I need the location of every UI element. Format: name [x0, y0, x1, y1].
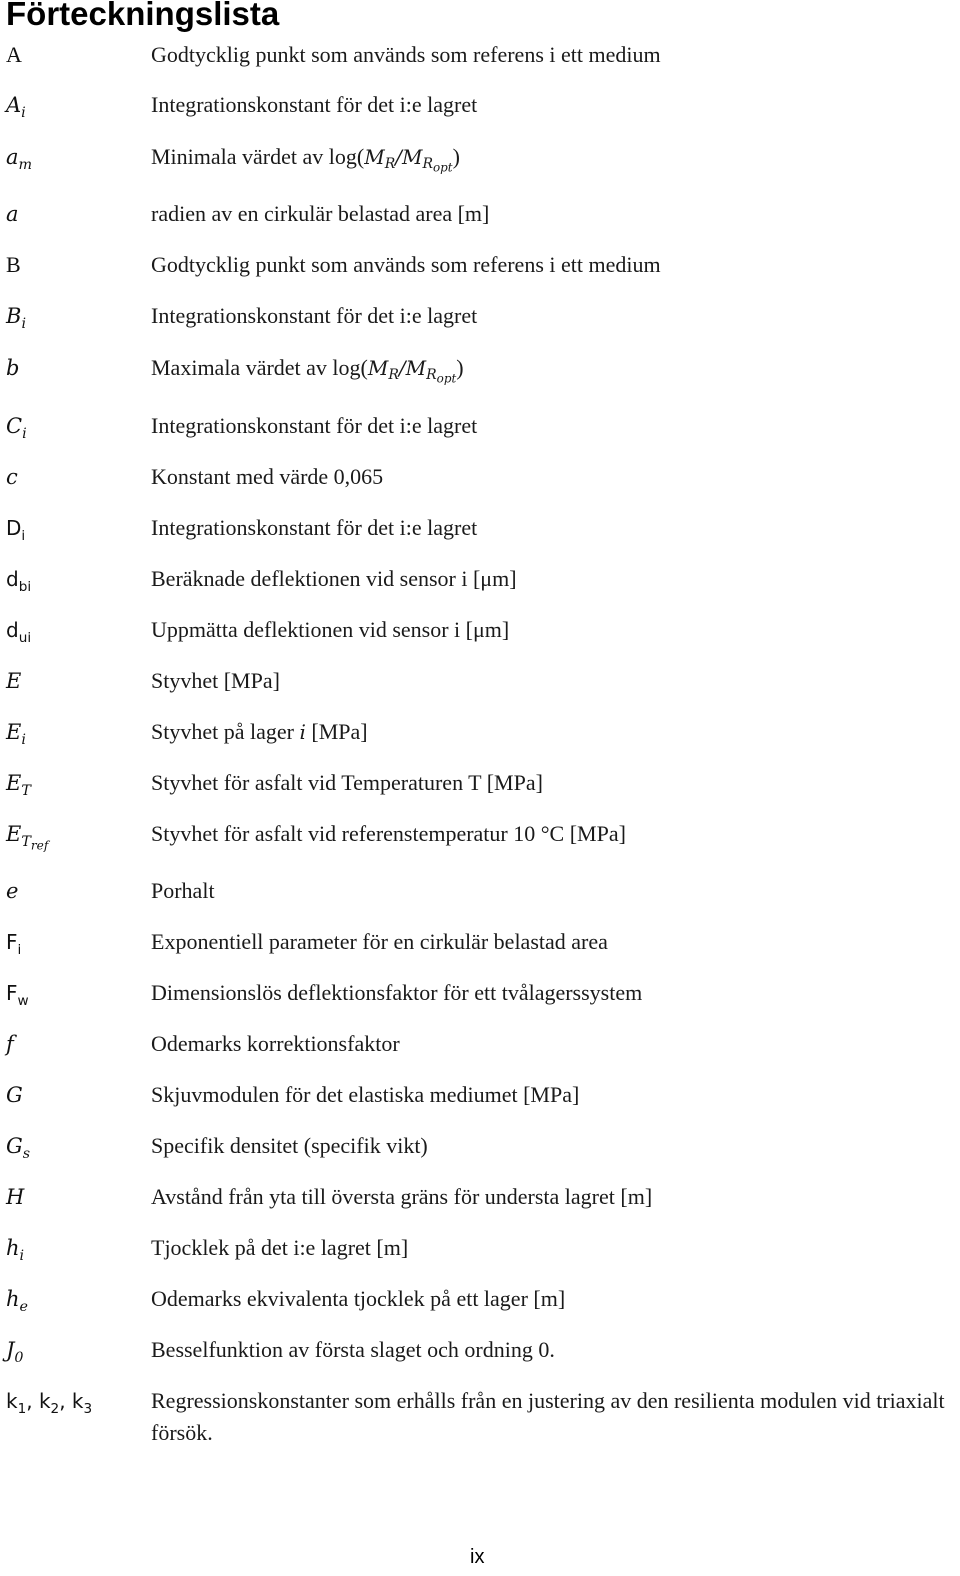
description: Styvhet för asfalt vid Temperaturen T [MPa]	[151, 770, 543, 795]
description: Odemarks korrektionsfaktor	[151, 1031, 400, 1056]
symbol: $d_{ui}$	[6, 618, 32, 646]
symbol: A	[6, 42, 22, 67]
symbol: b	[6, 356, 20, 380]
symbol: E	[6, 669, 22, 693]
description: Tjocklek på det i:e lagret [m]	[151, 1235, 409, 1260]
description: Beräknade deflektionen vid sensor i [μm]	[151, 566, 517, 591]
description: radien av en cirkulär belastad area [m]	[151, 201, 490, 226]
symbol: $E_T$	[6, 771, 31, 799]
description: Specifik densitet (specifik vikt)	[151, 1133, 428, 1158]
symbol: $D_i$	[6, 516, 26, 544]
description: Godtycklig punkt som används som referens i ett medium	[151, 42, 661, 67]
symbol: $G_s$	[6, 1134, 31, 1162]
description: Skjuvmodulen för det elastiska mediumet [MPa]	[151, 1082, 580, 1107]
symbol: $k_1$, $k_2$, $k_3$	[6, 1389, 93, 1417]
symbol: $C_i$	[6, 414, 27, 442]
symbol: $E_i$	[6, 720, 26, 748]
description: Integrationskonstant för det i:e lagret	[151, 413, 478, 438]
symbol: f	[6, 1032, 14, 1056]
symbol: $F_i$	[6, 930, 22, 958]
description: Integrationskonstant för det i:e lagret	[151, 515, 478, 540]
description: Styvhet [MPa]	[151, 668, 280, 693]
symbol: $F_w$	[6, 981, 29, 1009]
symbol: a	[6, 202, 19, 226]
symbol: H	[6, 1185, 25, 1209]
description: Regressionskonstanter som erhålls från en justering av den resilienta modulen vid triaxialt försök.	[151, 1388, 945, 1445]
page-title: Förteckningslista	[6, 0, 280, 32]
page-number: ix	[470, 1546, 485, 1568]
description: Konstant med värde 0,065	[151, 464, 384, 489]
symbol: $B_i$	[6, 304, 26, 332]
symbol: c	[6, 465, 18, 489]
symbol: G	[6, 1083, 23, 1107]
description: Odemarks ekvivalenta tjocklek på ett lager [m]	[151, 1286, 566, 1311]
description: Dimensionslös deflektionsfaktor för ett tvålagerssystem	[151, 980, 643, 1005]
description: Exponentiell parameter för en cirkulär belastad area	[151, 929, 608, 954]
description: Avstånd från yta till översta gräns för understa lagret [m]	[151, 1184, 653, 1209]
description: Besselfunktion av första slaget och ordning 0.	[151, 1337, 555, 1362]
symbol: $d_{bi}$	[6, 567, 32, 595]
description: Integrationskonstant för det i:e lagret	[151, 303, 478, 328]
symbol: e	[6, 879, 19, 903]
symbol: $a_m$	[6, 145, 33, 173]
description: Minimala värdet av $\log(M_R/M_{R_{opt}})$	[151, 144, 460, 175]
symbol: B	[6, 252, 21, 277]
description: Styvhet för asfalt vid referenstemperatur 10 °C [MPa]	[151, 821, 626, 846]
symbol: $E_{T_{ref}}$	[6, 822, 49, 853]
description: Porhalt	[151, 878, 215, 903]
description: Integrationskonstant för det i:e lagret	[151, 92, 478, 117]
symbol: $h_e$	[6, 1287, 28, 1315]
description: Maximala värdet av $\log(M_R/M_{R_{opt}})$	[151, 355, 464, 386]
symbol: $h_i$	[6, 1236, 25, 1264]
description: Uppmätta deflektionen vid sensor i [μm]	[151, 617, 510, 642]
symbol: $A_i$	[6, 93, 26, 121]
symbol: $J_0$	[6, 1338, 24, 1366]
description: Styvhet på lager i [MPa]	[151, 719, 368, 744]
description: Godtycklig punkt som används som referens i ett medium	[151, 252, 661, 277]
